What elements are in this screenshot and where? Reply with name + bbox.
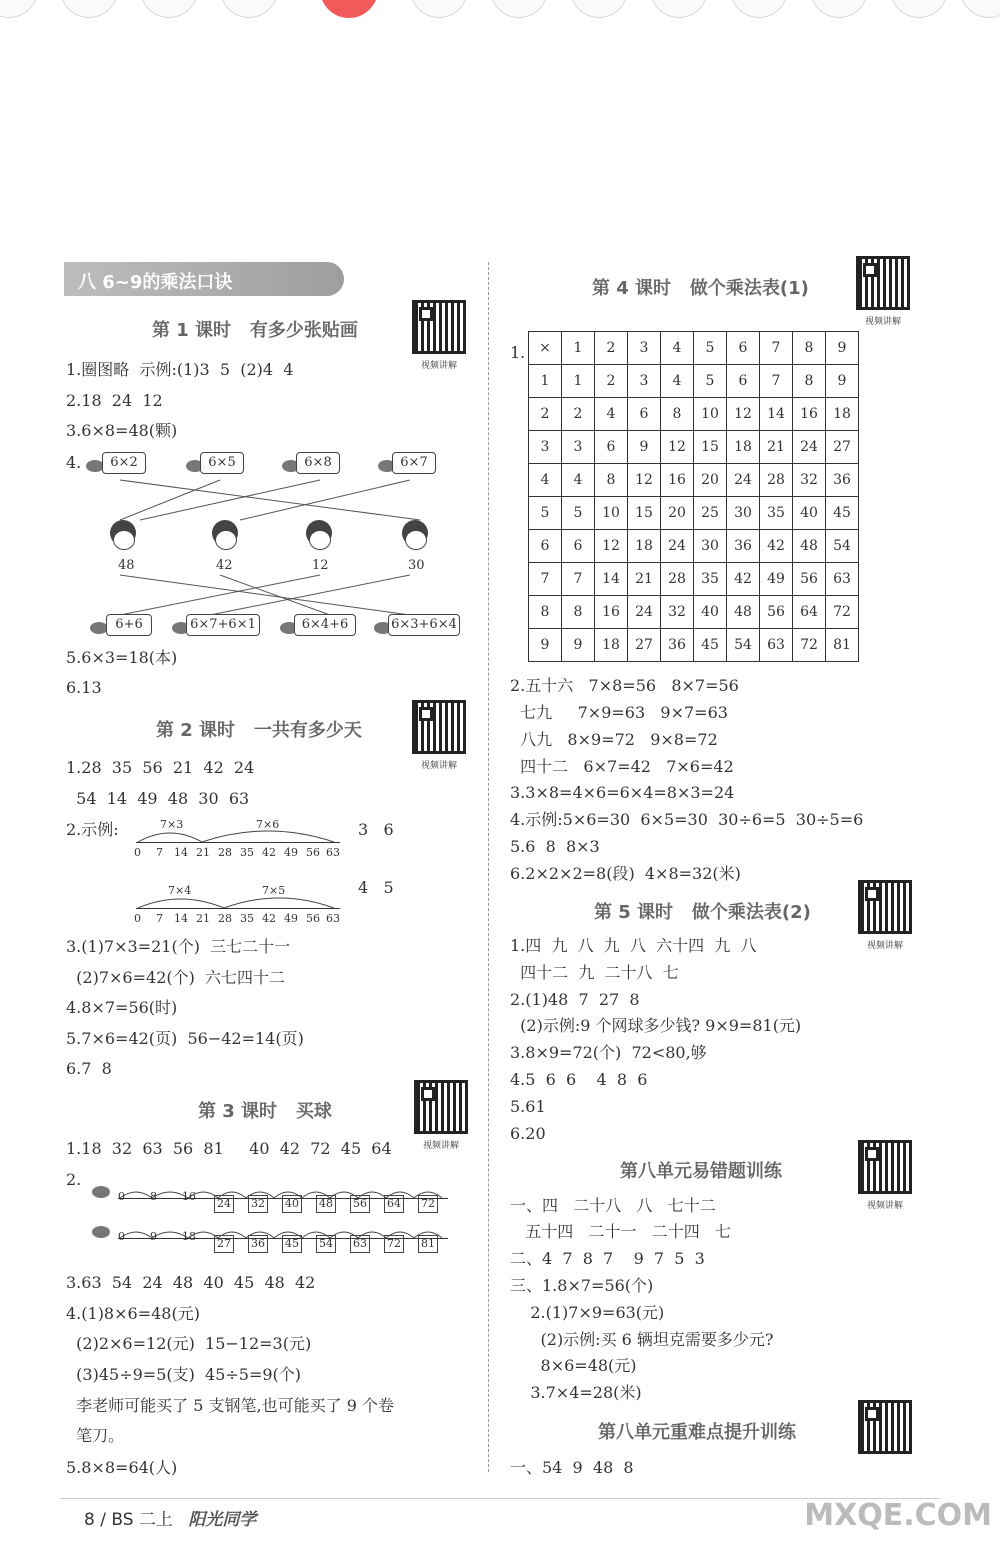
qr-code-icon[interactable]: [856, 256, 910, 310]
table-cell: 36: [826, 464, 859, 497]
table-cell: 45: [694, 629, 727, 662]
table-cell: 21: [760, 431, 793, 464]
tick-label: 18: [182, 1230, 196, 1243]
answer-line: 1.28 35 56 21 42 24: [66, 758, 255, 777]
table-cell: 6: [628, 398, 661, 431]
table-cell: 5: [694, 365, 727, 398]
answer-line: 2.18 24 12: [66, 391, 163, 410]
qr-label: 视频讲解: [420, 361, 457, 371]
answer-box: 81: [418, 1235, 438, 1253]
table-cell: 3: [529, 431, 562, 464]
answer-line: 2.五十六 7×8=56 8×7=56: [510, 676, 739, 695]
tick-label: 42: [262, 846, 276, 859]
expression-card: 6×8: [296, 452, 340, 474]
answer-line: 3.8×9=72(个) 72<80,够: [510, 1043, 707, 1062]
page-footer: 8 / BS 二上 阳光同学: [84, 1510, 257, 1530]
table-cell: 27: [826, 431, 859, 464]
answer-box: 64: [384, 1195, 404, 1213]
table-cell: 24: [661, 530, 694, 563]
arc-label: 7×4: [168, 884, 192, 897]
answer-line: 5.61: [510, 1097, 546, 1116]
answer-box: 27: [214, 1235, 234, 1253]
answer-line: 2.(1)48 7 27 8: [510, 990, 640, 1009]
answer-line: (3)45÷9=5(支) 45÷5=9(个): [66, 1365, 302, 1384]
multiplication-table: [528, 331, 859, 662]
brand-logo: 阳光同学: [188, 1510, 257, 1530]
table-cell: 8: [661, 398, 694, 431]
value-label: 42: [216, 558, 233, 573]
table-cell: 6: [529, 530, 562, 563]
table-cell: 14: [760, 398, 793, 431]
value-label: 48: [118, 558, 135, 573]
table-cell: 8: [595, 464, 628, 497]
edition-label: BS 二上: [111, 1510, 173, 1530]
table-cell: 42: [727, 563, 760, 596]
qr-code-icon[interactable]: [858, 1140, 912, 1194]
answer-line: 一、四 二十八 八 七十二: [510, 1196, 716, 1215]
table-cell: 14: [595, 563, 628, 596]
expression-card: 6×7+6×1: [186, 614, 260, 636]
tick-label: 35: [240, 846, 254, 859]
table-cell: 64: [793, 596, 826, 629]
tick-label: 14: [174, 846, 188, 859]
answer-box: 36: [248, 1235, 268, 1253]
child-face-icon: [113, 530, 135, 550]
table-row: [529, 629, 859, 662]
table-cell: 8: [793, 332, 826, 365]
table-cell: 16: [661, 464, 694, 497]
answer-line: 8×6=48(元): [510, 1356, 637, 1375]
qr-label: 视频讲解: [422, 1141, 459, 1151]
answer-line: 3.6×8=48(颗): [66, 421, 178, 440]
answer-line: 54 14 49 48 30 63: [66, 789, 250, 808]
table-cell: 9: [826, 365, 859, 398]
answer-line: 2.(1)7×9=63(元): [510, 1303, 665, 1322]
answer-box: 24: [214, 1195, 234, 1213]
answer-line: 1.: [510, 343, 526, 362]
answer-line: 四十二 九 二十八 七: [510, 963, 679, 982]
table-cell: 30: [694, 530, 727, 563]
arc-label: 7×6: [256, 818, 280, 831]
tick-label: 63: [326, 912, 340, 925]
table-row: [529, 464, 859, 497]
table-cell: 24: [628, 596, 661, 629]
answer-line: 5.6 8 8×3: [510, 837, 600, 856]
table-cell: 18: [628, 530, 661, 563]
table-cell: 4: [595, 398, 628, 431]
table-cell: 21: [628, 563, 661, 596]
table-cell: 3: [628, 365, 661, 398]
section-banner-text: 八 6~9的乘法口诀: [78, 272, 233, 293]
value-label: 12: [312, 558, 329, 573]
tick-label: 21: [196, 912, 210, 925]
answer-line: 4.5 6 6 4 8 6: [510, 1070, 648, 1089]
answer-box: 45: [282, 1235, 302, 1253]
tick-label: 21: [196, 846, 210, 859]
table-row: [529, 332, 859, 365]
table-cell: 15: [694, 431, 727, 464]
table-cell: 56: [793, 563, 826, 596]
answer-line: 5.7×6=42(页) 56−42=14(页): [66, 1029, 304, 1048]
table-cell: 8: [529, 596, 562, 629]
table-cell: 30: [727, 497, 760, 530]
table-cell: 35: [760, 497, 793, 530]
table-cell: 72: [826, 596, 859, 629]
table-cell: 7: [529, 563, 562, 596]
expression-card: 6×3+6×4: [388, 614, 460, 636]
answer-line: 五十四 二十一 二十四 七: [510, 1222, 732, 1241]
table-row: [529, 530, 859, 563]
qr-label: 视频讲解: [866, 1201, 903, 1211]
table-row: [529, 398, 859, 431]
table-row: [529, 563, 859, 596]
table-cell: 2: [529, 398, 562, 431]
answer-line: (2)2×6=12(元) 15−12=3(元): [66, 1334, 312, 1353]
tick-label: 35: [240, 912, 254, 925]
table-cell: 9: [628, 431, 661, 464]
qr-code-icon[interactable]: [414, 1080, 468, 1134]
table-cell: 1: [562, 365, 595, 398]
answer-line: 6.20: [510, 1124, 546, 1143]
table-cell: 54: [826, 530, 859, 563]
tick-label: 56: [306, 846, 320, 859]
answer-line: 4.示例:5×6=30 6×5=30 30÷6=5 30÷5=6: [510, 810, 864, 829]
table-cell: 2: [595, 365, 628, 398]
table-cell: 12: [661, 431, 694, 464]
table-row: [529, 365, 859, 398]
table-cell: 3: [628, 332, 661, 365]
tick-label: 42: [262, 912, 276, 925]
table-cell: 32: [661, 596, 694, 629]
table-cell: 20: [661, 497, 694, 530]
table-cell: 5: [562, 497, 595, 530]
table-cell: 12: [595, 530, 628, 563]
table-cell: 24: [793, 431, 826, 464]
answer-line: 5.6×3=18(本): [66, 648, 178, 667]
answer-line: 6.7 8: [66, 1059, 112, 1078]
section-banner: [64, 262, 344, 296]
answer-line: 李老师可能买了 5 支钢笔,也可能买了 9 个卷: [66, 1396, 394, 1415]
tick-label: 7: [156, 912, 163, 925]
answer-line: 笔刀。: [66, 1426, 125, 1445]
answer-line: 5.8×8=64(人): [66, 1458, 178, 1477]
qr-label: 视频讲解: [420, 761, 457, 771]
table-row: [529, 596, 859, 629]
table-cell: 10: [595, 497, 628, 530]
tick-label: 63: [326, 846, 340, 859]
answer-box: 40: [282, 1195, 302, 1213]
table-cell: 2: [562, 398, 595, 431]
expression-card: 6+6: [106, 614, 152, 636]
table-cell: 56: [760, 596, 793, 629]
answer-line: (2)示例:买 6 辆坦克需要多少元?: [510, 1330, 774, 1349]
answer-line: (2)7×6=42(个) 六七四十二: [66, 968, 286, 987]
answer-line: 一、54 9 48 8: [510, 1458, 634, 1477]
review-title: 第八单元易错题训练: [620, 1161, 782, 1182]
answer-line: 3.3×8=4×6=6×4=8×3=24: [510, 783, 735, 802]
child-face-icon: [309, 530, 331, 550]
table-cell: 28: [661, 563, 694, 596]
table-cell: 20: [694, 464, 727, 497]
table-cell: 4: [661, 365, 694, 398]
answer-line: 2.: [66, 1170, 82, 1189]
table-cell: 9: [562, 629, 595, 662]
table-cell: 3: [562, 431, 595, 464]
answer-line: 三、1.8×7=56(个): [510, 1276, 654, 1295]
answer-line: 4 5: [358, 878, 394, 897]
qr-code-icon[interactable]: [858, 880, 912, 934]
lesson-4-title: 第 4 课时 做个乘法表(1): [592, 278, 809, 299]
table-cell: 42: [760, 530, 793, 563]
arc-label: 7×3: [160, 818, 184, 831]
answer-box: 63: [350, 1235, 370, 1253]
table-cell: 63: [826, 563, 859, 596]
top-decoration: [0, 0, 1000, 22]
tick-label: 56: [306, 912, 320, 925]
expression-card: 6×5: [200, 452, 244, 474]
child-face-icon: [405, 530, 427, 550]
qr-code-icon[interactable]: [858, 1400, 912, 1454]
table-cell: 7: [760, 332, 793, 365]
table-cell: 36: [727, 530, 760, 563]
table-cell: 1: [529, 365, 562, 398]
answer-line: (2)示例:9 个网球多少钱? 9×9=81(元): [510, 1016, 802, 1035]
tick-label: 8: [150, 1190, 157, 1203]
tick-label: 9: [150, 1230, 157, 1243]
table-cell: 63: [760, 629, 793, 662]
answer-line: 3.7×4=28(米): [510, 1383, 642, 1402]
answer-line: 1.四 九 八 九 八 六十四 九 八: [510, 936, 757, 955]
table-cell: 8: [793, 365, 826, 398]
answer-box: 48: [316, 1195, 336, 1213]
lesson-1-title: 第 1 课时 有多少张贴画: [152, 320, 358, 341]
table-cell: 49: [760, 563, 793, 596]
table-cell: 48: [793, 530, 826, 563]
watermark: MXQE.COM: [804, 1498, 992, 1533]
lesson-3-title: 第 3 课时 买球: [198, 1101, 332, 1122]
answer-line: 1.圈图略 示例:(1)3 5 (2)4 4: [66, 360, 294, 379]
answer-box: 56: [350, 1195, 370, 1213]
answer-line: 八九 8×9=72 9×8=72: [510, 730, 718, 749]
expression-card: 6×7: [392, 452, 436, 474]
table-cell: 9: [826, 332, 859, 365]
table-cell: 12: [727, 398, 760, 431]
table-cell: 45: [826, 497, 859, 530]
table-row: [529, 431, 859, 464]
arc-label: 7×5: [262, 884, 286, 897]
qr-code-icon[interactable]: [412, 300, 466, 354]
tick-label: 49: [284, 912, 298, 925]
table-cell: 32: [793, 464, 826, 497]
tick-label: 28: [218, 912, 232, 925]
column-divider: [488, 262, 489, 1472]
table-cell: 10: [694, 398, 727, 431]
qr-label: 视频讲解: [866, 941, 903, 951]
answer-line: 4.(1)8×6=48(元): [66, 1304, 200, 1323]
answer-line: 4.8×7=56(时): [66, 998, 178, 1017]
table-cell: 18: [826, 398, 859, 431]
answer-box: 32: [248, 1195, 268, 1213]
tick-label: 0: [118, 1190, 125, 1203]
page-number: 8: [84, 1510, 95, 1530]
tick-label: 16: [182, 1190, 196, 1203]
child-face-icon: [215, 530, 237, 550]
lesson-5-title: 第 5 课时 做个乘法表(2): [594, 902, 811, 923]
table-cell: 4: [529, 464, 562, 497]
table-cell: 4: [562, 464, 595, 497]
answer-line: 3.63 54 24 48 40 45 48 42: [66, 1273, 316, 1292]
expression-card: 6×2: [102, 452, 146, 474]
tick-label: 7: [156, 846, 163, 859]
qr-code-icon[interactable]: [412, 700, 466, 754]
table-cell: 2: [595, 332, 628, 365]
table-cell: 6: [562, 530, 595, 563]
tick-label: 28: [218, 846, 232, 859]
table-row: [529, 497, 859, 530]
table-cell: 24: [727, 464, 760, 497]
table-cell: 5: [529, 497, 562, 530]
number-line: [136, 908, 340, 909]
tick-label: 0: [134, 912, 141, 925]
table-cell: 9: [529, 629, 562, 662]
value-label: 30: [408, 558, 425, 573]
table-cell: 27: [628, 629, 661, 662]
table-cell: 25: [694, 497, 727, 530]
table-cell: 81: [826, 629, 859, 662]
answer-box: 72: [384, 1235, 404, 1253]
table-cell: 8: [562, 596, 595, 629]
table-cell: 40: [694, 596, 727, 629]
table-cell: 6: [727, 332, 760, 365]
answer-line: 6.13: [66, 678, 102, 697]
number-line: [136, 842, 340, 843]
table-cell: 7: [562, 563, 595, 596]
answer-line: 二、4 7 8 7 9 7 5 3: [510, 1249, 705, 1268]
answer-line: 七九 7×9=63 9×7=63: [510, 703, 728, 722]
table-cell: 15: [628, 497, 661, 530]
answer-line: 4.: [66, 453, 82, 472]
tick-label: 0: [118, 1230, 125, 1243]
table-cell: 48: [727, 596, 760, 629]
table-cell: 7: [760, 365, 793, 398]
answer-line: 3.(1)7×3=21(个) 三七二十一: [66, 937, 291, 956]
frog-icon: [92, 1186, 110, 1198]
table-cell: 36: [661, 629, 694, 662]
answer-box: 54: [316, 1235, 336, 1253]
answer-line: 四十二 6×7=42 7×6=42: [510, 757, 734, 776]
hard-title: 第八单元重难点提升训练: [598, 1422, 796, 1443]
frog-icon: [92, 1226, 110, 1238]
lesson-2-title: 第 2 课时 一共有多少天: [156, 720, 362, 741]
answer-line: 6.2×2×2=8(段) 4×8=32(米): [510, 864, 741, 883]
table-cell: 1: [562, 332, 595, 365]
table-cell: 18: [595, 629, 628, 662]
table-cell: 16: [793, 398, 826, 431]
table-cell: 12: [628, 464, 661, 497]
table-cell: 6: [727, 365, 760, 398]
answer-line: 1.18 32 63 56 81 40 42 72 45 64: [66, 1139, 392, 1158]
table-cell: 6: [595, 431, 628, 464]
tick-label: 0: [134, 846, 141, 859]
table-cell: 5: [694, 332, 727, 365]
table-cell: ×: [529, 332, 562, 365]
table-cell: 18: [727, 431, 760, 464]
table-cell: 16: [595, 596, 628, 629]
answer-line: 3 6: [358, 820, 394, 839]
table-cell: 35: [694, 563, 727, 596]
table-cell: 4: [661, 332, 694, 365]
tick-label: 14: [174, 912, 188, 925]
table-cell: 40: [793, 497, 826, 530]
expression-card: 6×4+6: [294, 614, 356, 636]
table-cell: 54: [727, 629, 760, 662]
qr-label: 视频讲解: [864, 317, 901, 327]
table-cell: 72: [793, 629, 826, 662]
answer-box: 72: [418, 1195, 438, 1213]
answer-line: 2.示例:: [66, 820, 119, 839]
table-cell: 28: [760, 464, 793, 497]
tick-label: 49: [284, 846, 298, 859]
